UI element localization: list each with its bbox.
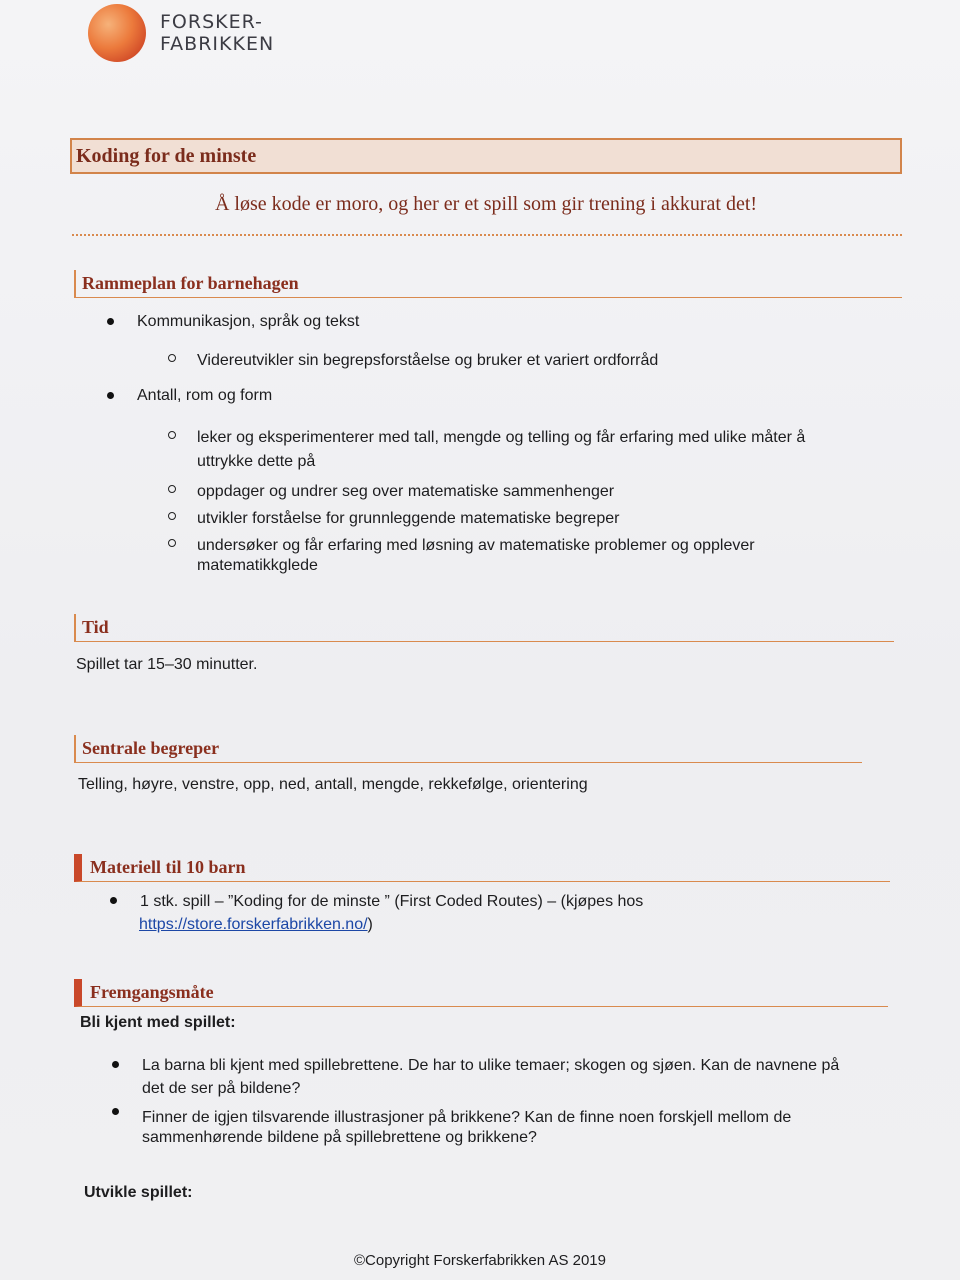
section-heading-tid xyxy=(74,614,894,642)
tagline: Å løse kode er moro, og her er et spill som gir trening i akkurat det! xyxy=(214,193,758,215)
fremgangsmate-heading: Fremgangsmåte xyxy=(90,982,214,1002)
list-item: utvikler forståelse for grunnleggende matematiske begreper xyxy=(197,510,620,527)
page-title: Koding for de minste xyxy=(76,144,257,167)
rammeplan-heading: Rammeplan for barnehagen xyxy=(82,273,299,293)
list-item: 1 stk. spill – ”Koding for de minste ” (First Coded Routes) – (kjøpes hos xyxy=(140,893,644,910)
tid-heading: Tid xyxy=(82,617,109,637)
bullet-icon xyxy=(107,392,114,399)
list-item: leker og eksperimenterer med tall, mengde og telling og får erfaring med ulike måter å xyxy=(197,429,806,446)
list-item: Videreutvikler sin begrepsforståelse og bruker et variert ordforråd xyxy=(197,352,659,369)
store-link[interactable]: https://store.forskerfabrikken.no/ xyxy=(139,916,368,933)
logo-text xyxy=(160,11,274,55)
list-item: Antall, rom og form xyxy=(137,387,273,404)
subheading-bli-kjent: Bli kjent med spillet: xyxy=(80,1014,236,1031)
dotted-divider xyxy=(72,234,902,236)
begreper-heading: Sentrale begreper xyxy=(82,738,220,758)
section-heading-fremgangsmate xyxy=(74,979,888,1007)
list-item-continued xyxy=(139,914,373,936)
list-item: undersøker og får erfaring med løsning av matematiske problemer og opplever xyxy=(197,537,755,554)
begreper-text: Telling, høyre, venstre, opp, ned, antall, mengde, rekkefølge, orientering xyxy=(78,776,588,793)
list-item: La barna bli kjent med spillebrettene. De har to ulike temaer; skogen og sjøen. Kan de navnene på xyxy=(142,1057,840,1074)
bullet-icon xyxy=(110,897,117,904)
bullet-icon xyxy=(107,318,114,325)
circle-bullet-icon xyxy=(168,431,176,439)
footer-copyright: ©Copyright Forskerfabrikken AS 2019 xyxy=(353,1252,606,1269)
title-bar xyxy=(70,138,902,174)
logo-planet-icon xyxy=(88,4,146,62)
circle-bullet-icon xyxy=(168,354,176,362)
subheading-utvikle: Utvikle spillet: xyxy=(84,1184,193,1201)
section-heading-rammeplan xyxy=(74,270,902,298)
circle-bullet-icon xyxy=(168,539,176,547)
section-heading-begreper xyxy=(74,735,862,763)
list-item: Finner de igjen tilsvarende illustrasjoner på brikkene? Kan de finne noen forskjell mellom de xyxy=(142,1109,792,1126)
circle-bullet-icon xyxy=(168,512,176,520)
logo-line-2: FABRIKKEN xyxy=(160,33,275,55)
bullet-icon xyxy=(112,1108,119,1115)
list-item-continued: uttrykke dette på xyxy=(197,453,316,470)
circle-bullet-icon xyxy=(168,485,176,493)
list-item: Kommunikasjon, språk og tekst xyxy=(137,313,360,330)
section-heading-materiell xyxy=(74,854,890,882)
list-item-continued: sammenhørende bildene på spillebrettene og brikkene? xyxy=(142,1129,537,1146)
bullet-icon xyxy=(112,1061,119,1068)
list-item-continued: matematikkglede xyxy=(197,557,318,574)
list-item: oppdager og undrer seg over matematiske sammenhenger xyxy=(197,483,615,500)
materiell-heading: Materiell til 10 barn xyxy=(90,857,246,877)
list-item-continued: det de ser på bildene? xyxy=(142,1080,301,1097)
tid-text: Spillet tar 15–30 minutter. xyxy=(76,656,258,673)
link-suffix: ) xyxy=(367,916,373,933)
logo-line-1: FORSKER- xyxy=(160,11,263,33)
forskerfabrikken-logo xyxy=(88,4,274,62)
